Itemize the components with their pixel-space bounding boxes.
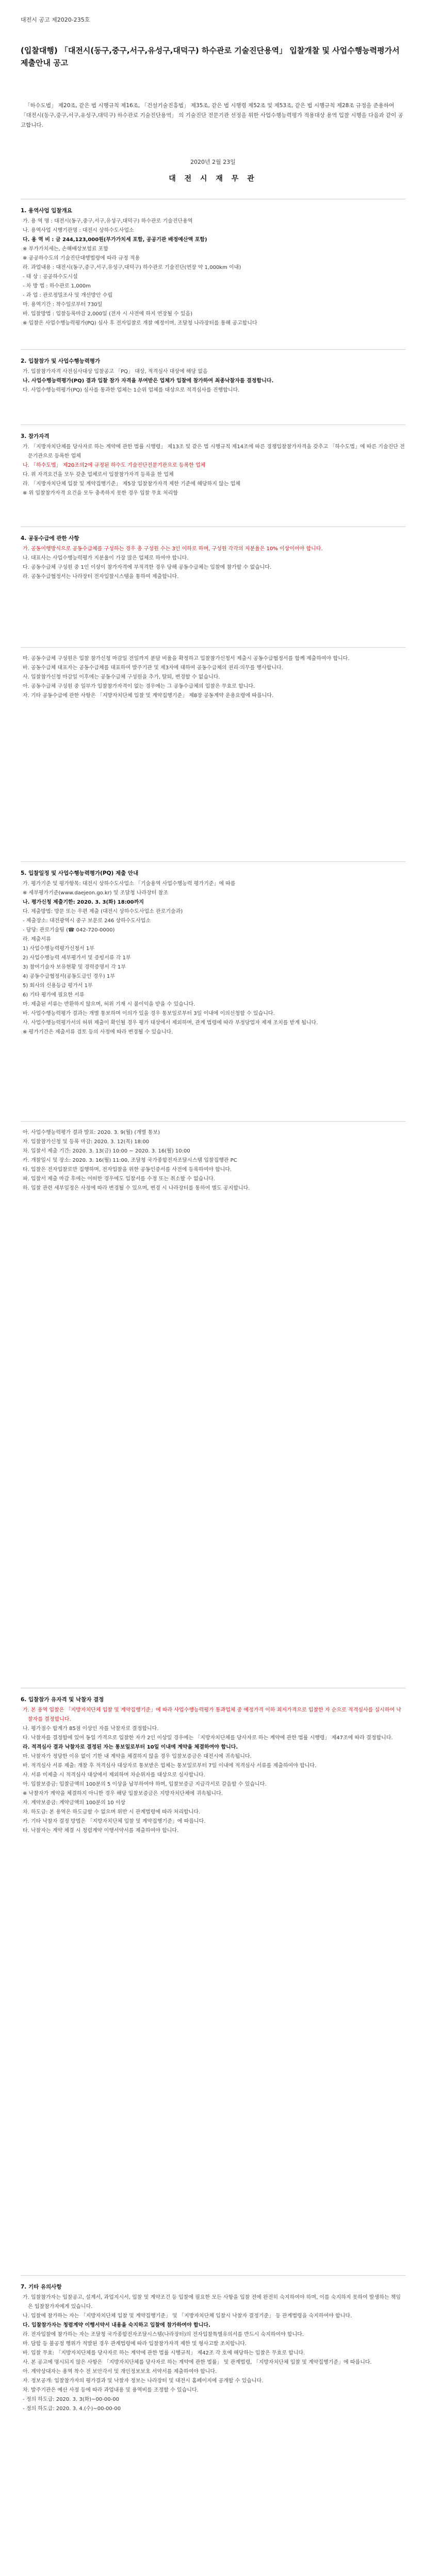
section-item: 3) 참여기술자 보유현황 및 경력증명서 각 1부 — [23, 964, 126, 970]
notice-section — [21, 432, 405, 498]
section-divider — [21, 647, 405, 648]
section-item: - 정의 하도급: 2020. 3. 3(화)~00-00-00 — [23, 2397, 119, 2402]
section-item: 아. 사업수행능력평가 결과 발표: 2020. 3. 9(월) (개별 통보) — [23, 1130, 160, 1136]
section-item: 라. 전자입찰에 참가하는 자는 조달청 국가종합전자조달시스템(나라장터)의 전자입찰특별유의서를 반드시 숙지하여야 합니다. — [23, 2332, 304, 2337]
section-item: ※ 공공하수도의 기술진단대행법령에 따라 규정 적용 — [23, 256, 140, 261]
notice-number: 대전시 공고 제2020-235호 — [21, 16, 90, 23]
section-divider — [21, 861, 405, 862]
section-item: 아. 공동수급체 구성원 중 일부가 입찰참가자격이 없는 경우에는 그 공동수급체의 입찰은 무효로 합니다. — [23, 684, 255, 689]
notice-section — [21, 869, 405, 1037]
section-item: 라. 제출서류 — [23, 937, 51, 942]
section-item: 바. 사업수행능력평가 결과는 개별 통보하며 이의가 있을 경우 통보일로부터 3일 이내에 이의신청할 수 있습니다. — [23, 1011, 275, 1016]
section-item: 라. 「지방자치단체 입찰 및 계약집행기준」 제5장 입찰참가자격 제한 기준에 해당하지 않는 업체 — [23, 481, 240, 487]
section-item: 나. 용역사업 시행기관명 : 대전시 상하수도사업소 — [23, 228, 134, 233]
section-item: 라. 공동수급협정서는 나라장터 전자입찰시스템을 통하여 제출합니다. — [23, 574, 179, 580]
section-heading: 5. 입찰일정 및 사업수행능력평가(PQ) 제출 안내 — [21, 870, 139, 876]
section-item: 나. 사업수행능력평가(PQ) 결과 입찰 참가 자격을 부여받은 업체가 입찰에 참가하여 최종낙찰자를 결정합니다. — [23, 378, 274, 384]
intro-paragraph: 「하수도법」 제20조, 같은 법 시행규칙 제16조, 「건설기술진흥법」 제35조, 같은 법 시행령 제52조 및 제53조, 같은 법 시행규칙 제28조 규정을 준용하여 「대전시(동구,중구,서구,유성구,대덕구) 하수관로 기술진단용역」 의 기술진단 전문기관 선정을 위한 사업수행능력평가 적용대상 용역 입찰 시행을 다음과 같이 공고합니다. — [21, 103, 403, 128]
section-item: 타. 낙찰자는 계약 체결 시 청렴계약 이행서약서를 제출하여야 합니다. — [23, 1828, 179, 1834]
section-item: 2) 사업수행능력 세부평가서 및 증빙서류 각 1부 — [23, 955, 131, 961]
section-item: - 차 방 법 : 하수관로 1,000m — [23, 283, 91, 289]
notice-section — [21, 2282, 405, 2414]
section-item: 나. 평가신청 제출기한: 2020. 3. 3(화) 18:00까지 — [23, 900, 144, 905]
section-item: 사. 서류 미제출 시 적격심사 대상에서 제외하며 차순위자를 대상으로 심사합니다. — [23, 1772, 205, 1778]
section-item: 파. 입찰서 제출 마감 후에는 어떠한 경우에도 입찰서를 수정 또는 취소할 수 없습니다. — [23, 1176, 215, 1182]
notice-section — [21, 654, 405, 701]
section-item: 사. 본 공고에 명시되지 않은 사항은 「지방자치단체를 당사자로 하는 계약에 관한 법률」 및 관계법령, 「지방자치단체 입찰 및 계약집행기준」에 따릅니다. — [23, 2360, 372, 2365]
section-item: 자. 입찰참가신청 및 등록 마감: 2020. 3. 12(목) 18:00 — [23, 1139, 150, 1145]
section-item: 바. 적격심사 서류 제출: 개찰 후 적격심사 대상자로 통보받은 업체는 통보일로부터 7일 이내에 적격심사 서류를 제출하여야 합니다. — [23, 1763, 317, 1769]
section-heading: 2. 입찰참가 및 사업수행능력평가 — [21, 358, 101, 364]
section-item: 차. 입찰서 제출 기간: 2020. 3. 13(금) 10:00 ~ 2020. 3. 16(월) 10:00 — [23, 1148, 190, 1154]
notice-date: 2020년 2월 23일 — [190, 159, 236, 165]
section-item: ※ 세부평가기준(www.daejeon.go.kr) 및 조달청 나라장터 참조 — [23, 890, 168, 896]
title-main: (입찰대행) 「대전시(동구,중구,서구,유성구,대덕구) 하수관로 기술진단용역」 — [21, 46, 287, 55]
section-item: 6) 기타 평가에 필요한 서류 — [23, 992, 85, 998]
section-item: 나. 대표사는 사업수행능력평가 지분율이 가장 많은 업체로 하여야 합니다. — [23, 555, 189, 561]
section-item: 카. 기타 낙찰자 결정 방법은 「지방자치단체 입찰 및 계약집행기준」에 따릅니다. — [23, 1819, 206, 1824]
section-heading: 6. 입찰참가 유자격 및 낙찰자 결정 — [21, 1697, 104, 1703]
section-item: 나. 「하수도법」 제20조의2에 규정된 하수도 기술진단전문기관으로 등록한 업체 — [23, 463, 206, 468]
section-item: 다. 용 역 비 : 금 244,123,000원(부가가치세 포함, 공공기관 배정예산액 포함) — [23, 237, 207, 243]
section-item: 다. 낙찰자를 결정함에 있어 동일 가격으로 입찰한 자가 2인 이상일 경우에는 「지방자치단체를 당사자로 하는 계약에 관한 법률 시행령」 제47조에 따라 결정합니다. — [23, 1735, 393, 1741]
section-item: ※ 입찰은 사업수행능력평가(PQ) 심사 후 전자입찰로 개찰 예정이며, 조달청 나라장터를 통해 공고합니다 — [23, 320, 257, 326]
section-heading: 3. 참가자격 — [21, 433, 50, 439]
section-divider — [21, 349, 405, 350]
section-item: 마. 담합 등 불공정 행위가 적발된 경우 관계법령에 따라 입찰참가자격 제한 및 형사고발 조치합니다. — [23, 2341, 247, 2347]
section-item: 사. 사업수행능력평가서의 허위 제출이 확인될 경우 평가 대상에서 제외하며, 관계 법령에 따라 부정당업자 제재 조치를 받게 됩니다. — [23, 1020, 318, 1026]
section-item: - 정의 하도급: 2020. 3. 4.(수)~00-00-00 — [23, 2406, 121, 2412]
section-item: 다. 위 자격요건을 모두 갖춘 업체로서 입찰참가자격 등록을 한 업체 — [23, 472, 174, 478]
section-item: 자. 기타 공동수급에 관한 사항은 「지방자치단체 입찰 및 계약집행기준」 제8장 공동계약 운용요령에 따릅니다. — [23, 693, 274, 699]
section-item: 가. 입찰참가자는 입찰공고, 설계서, 과업지시서, 입찰 및 계약조건 등 입찰에 필요한 모든 사항을 입찰 전에 완전히 숙지하여야 하며, 이를 숙지하지 못하여 발생하는 책임은 입찰참가자에게 있습니다. — [23, 2295, 401, 2310]
section-item: ※ 평가기간은 제출서류 검토 등의 사정에 따라 변경될 수 있습니다. — [23, 1029, 173, 1035]
section-item: 차. 발주기관은 예산 사정 등에 따라 과업내용 및 용역비를 조정할 수 있습니다. — [23, 2387, 199, 2393]
section-item: 다. 제출방법: 방문 또는 우편 제출 (대전시 상하수도사업소 관로기술과) — [23, 909, 183, 914]
issuer: 대 전 시 재 무 관 — [169, 175, 257, 183]
section-heading: 7. 기타 유의사항 — [21, 2284, 62, 2290]
section-item: 마. 낙찰자가 정당한 이유 없이 기한 내 계약을 체결하지 않을 경우 입찰보증금은 대전시에 귀속됩니다. — [23, 1754, 252, 1759]
section-item: 마. 용역기간 : 착수일로부터 730일 — [23, 302, 103, 308]
section-item: 가. 「지방자치단체를 당사자로 하는 계약에 관한 법률 시행령」 제13조 및 같은 법 시행규칙 제14조에 따른 경쟁입찰참가자격을 갖추고 「하수도법」에 따른 기술진단 전문기관으로 등록한 업체 — [23, 444, 405, 459]
notice-section — [21, 206, 405, 328]
section-item: - 과 업 : 관로정밀조사 및 개선방안 수립 — [23, 293, 113, 298]
section-item: 다. 공동수급체 구성원 중 1인 이상이 참가자격에 부적격한 경우 당해 공동수급체는 입찰에 참가할 수 없습니다. — [23, 565, 272, 570]
section-item: 나. 입찰에 참가하는 자는 「지방자치단체 입찰 및 계약집행기준」 및 「지방자치단체 입찰시 낙찰자 결정기준」 등 관계법령을 숙지하여야 합니다. — [23, 2313, 352, 2319]
section-item: 라. 과업내용 : 대전시(동구,중구,서구,유성구,대덕구) 하수관로 기술진단(연장 약 1,000km 이내) — [23, 265, 241, 270]
section-item: - 제출장소: 대전광역시 중구 보문로 246 상하수도사업소 — [23, 918, 151, 924]
section-item: 바. 입찰방법 : 입찰등록마감 2,000일 (전자 시 사전에 하지 연장될 수 있음) — [23, 311, 193, 317]
section-item: 나. 평가점수 합계가 85점 이상인 자를 낙찰자로 결정합니다. — [23, 1726, 159, 1732]
section-item: 5) 회사의 신용등급 평가서 1부 — [23, 983, 93, 989]
section-divider — [21, 1121, 405, 1122]
page-title — [21, 44, 405, 69]
section-item: 하. 입찰 관련 세부일정은 사정에 따라 변경될 수 있으며, 변경 시 나라장터를 통하여 별도 공지합니다. — [23, 1185, 250, 1191]
section-item: 가. 본 용역 입찰은 「지방자치단체 입찰 및 계약집행기준」에 따라 사업수행능력평가 통과업체 중 예정가격 이하 최저가격으로 입찰한 자 순으로 적격심사를 실시하여 낙찰자를 결정합니다. — [23, 1707, 401, 1722]
section-heading: 4. 공동수급에 관한 사항 — [21, 535, 79, 541]
section-item: 바. 공동수급체 대표자는 공동수급체를 대표하여 발주기관 및 제3자에 대하여 공동수급체의 권리·의무를 행사합니다. — [23, 665, 283, 671]
section-item: 가. 평가기준 및 평가항목: 대전시 상하수도사업소 「기술용역 사업수행능력 평가기준」에 따름 — [23, 881, 236, 887]
section-item: 마. 제출된 서류는 반환하지 않으며, 허위 기재 시 불이익을 받을 수 있습니다. — [23, 1002, 195, 1007]
section-item: ※ 위 입찰참가자격 요건을 모두 충족하지 못한 경우 입찰 무효 처리함 — [23, 490, 178, 496]
section-item: 가. 공동이행방식으로 공동수급체를 구성하는 경우 총 구성원 수는 3인 이하로 하며, 구성원 각각의 지분율은 10% 이상이어야 합니다. — [23, 546, 323, 552]
section-item: 마. 공동수급체 구성원은 입찰 참가신청 마감일 전일까지 분담 비율을 확정하고 입찰참가신청서 제출시 공동수급협정서를 함께 제출하여야 합니다. — [23, 656, 350, 662]
section-item: 카. 개찰일시 및 장소: 2020. 3. 16(월) 11:00, 조달청 국가종합전자조달시스템 입찰집행관 PC — [23, 1158, 237, 1163]
notice-section — [21, 1128, 405, 1193]
section-item: ※ 부가가치세는, 손해배상보험료 포함 — [23, 246, 108, 252]
section-divider — [21, 2275, 405, 2276]
section-item: 다. 입찰참가자는 청렴계약 이행서약서 내용을 숙지하고 입찰에 참가하여야 합니다. — [23, 2323, 210, 2328]
section-heading: 1. 용역사업 입찰개요 — [21, 208, 72, 214]
section-item: 자. 계약보증금: 계약금액의 100분의 10 이상 — [23, 1800, 126, 1806]
section-item: 아. 입찰보증금: 입찰금액의 100분의 5 이상을 납부하여야 하며, 입찰보증금 지급각서로 갈음할 수 있습니다. — [23, 1782, 267, 1787]
section-item: 타. 입찰은 전자입찰로만 집행하며, 전자입찰을 위한 공동인증서를 사전에 등록하여야 합니다. — [23, 1167, 232, 1173]
section-item: 1) 사업수행능력평가신청서 1부 — [23, 946, 94, 952]
section-item: 아. 계약상대자는 용역 착수 전 보안각서 및 개인정보보호 서약서를 제출하여야 합니다. — [23, 2369, 217, 2375]
section-item: 라. 적격심사 결과 낙찰자로 결정된 자는 통보일로부터 10일 이내에 계약을 체결하여야 합니다. — [23, 1744, 238, 1750]
section-item: - 담당: 관로기술팀 (☎ 042-720-0000) — [23, 927, 115, 933]
section-item: 사. 입찰참가신청 마감일 이후에는 공동수급체 구성원을 추가, 탈퇴, 변경할 수 없습니다. — [23, 674, 220, 680]
section-item: 다. 사업수행능력평가(PQ) 심사를 통과한 업체는 1순위 업체를 대상으로 적격심사를 진행합니다. — [23, 387, 240, 393]
section-item: 차. 하도급: 본 용역은 하도급할 수 없으며 위반 시 관계법령에 따라 처리합니다. — [23, 1809, 201, 1815]
section-item: 가. 입찰참가자격 사전심사대상 입찰공고 「PQ」 대상, 적격심사 대상에 해당 없음 — [23, 369, 208, 375]
notice-section — [21, 1695, 405, 1836]
section-item: - 대 상 : 공공하수도시설 — [23, 274, 78, 280]
notice-section — [21, 357, 405, 395]
section-item: 자. 정보공개: 입찰참가자의 평가결과 및 낙찰자 정보는 나라장터 및 대전시 홈페이지에 공개할 수 있습니다. — [23, 2378, 264, 2384]
section-item: 가. 용 역 명 : 대전시(동구,중구,서구,유성구,대덕구) 하수관로 기술진단용역 — [23, 218, 193, 224]
title-tail: 입찰개찰 및 사업수행능력평가서 제출안내 공고 — [21, 46, 400, 67]
section-item: 4) 공동수급협정서(공동도급인 경우) 1부 — [23, 974, 115, 979]
section-item: 바. 입찰 무효: 「지방자치단체를 당사자로 하는 계약에 관한 법률 시행규칙」 제42조 각 호에 해당하는 입찰은 무효로 합니다. — [23, 2350, 305, 2356]
section-item: ※ 낙찰자가 계약을 체결하지 아니한 경우 해당 입찰보증금은 지방자치단체에 귀속됩니다. — [23, 1791, 223, 1797]
notice-section — [21, 534, 405, 582]
